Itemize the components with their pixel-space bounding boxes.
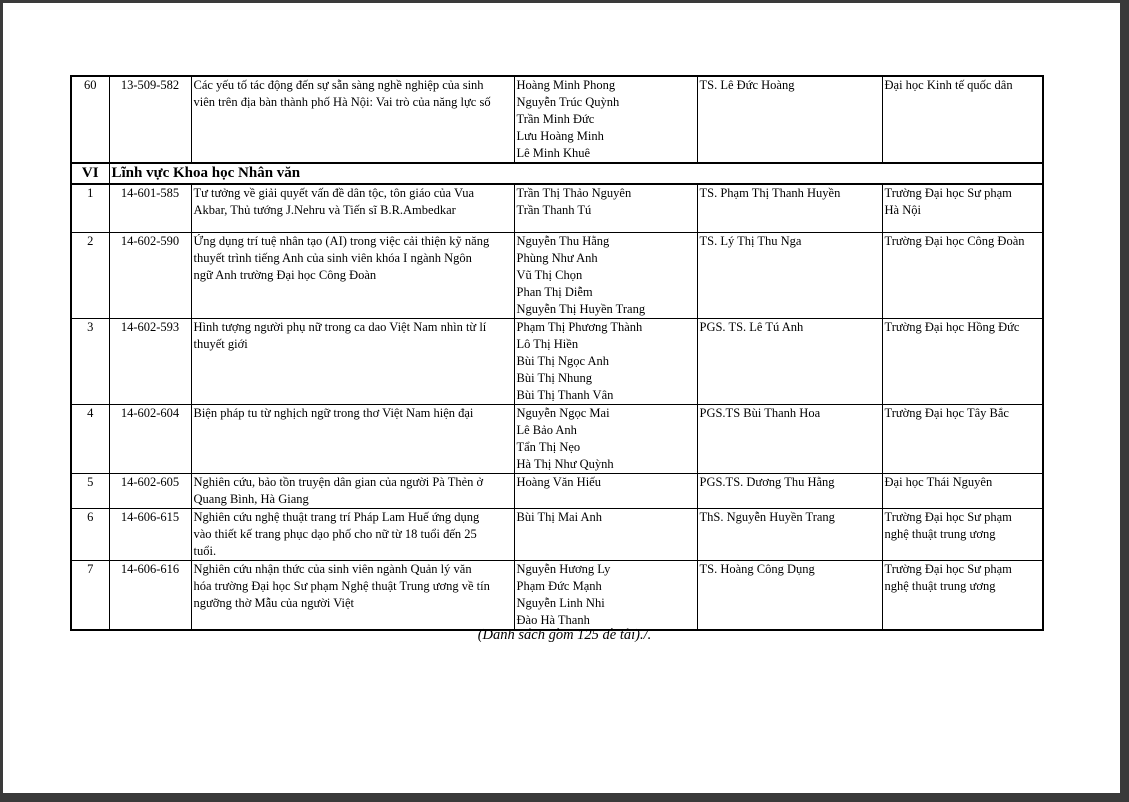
- member-list-line: Lưu Hoàng Minh: [516, 129, 604, 143]
- project-title-line: ngưỡng thờ Mẫu của người Việt: [193, 595, 355, 610]
- member-list-line: Lô Thị Hiền: [516, 336, 579, 351]
- advisor-name: ThS. Nguyễn Huyền Trang: [697, 508, 882, 560]
- project-title-line: Hình tượng người phụ nữ trong ca dao Việt Nam nhìn từ lí: [193, 319, 487, 334]
- school-name-line: Trường Đại học Hồng Đức: [884, 319, 1020, 334]
- footer-note: (Danh sách gồm 125 đề tài)./.: [477, 627, 652, 643]
- school-name-line: Trường Đại học Tây Bắc: [884, 405, 1009, 420]
- member-list-line: Đào Hà Thanh: [516, 612, 590, 627]
- advisor-name: TS. Hoàng Công Dụng: [697, 560, 882, 630]
- advisor-name: PGS.TS Bùi Thanh Hoa: [697, 404, 882, 473]
- project-title-line: ngữ Anh trường Đại học Công Đoàn: [193, 267, 377, 282]
- school-name: [882, 508, 1043, 560]
- section-header: [71, 163, 1043, 184]
- table-row: [71, 232, 1043, 318]
- school-name-line: nghệ thuật trung ương: [884, 578, 996, 593]
- project-title-line: Các yếu tố tác động đến sự sẵn sàng nghề nghiệp của sinh: [193, 78, 484, 92]
- school-name-line: Đại học Thái Nguyên: [884, 474, 993, 489]
- school-name: [882, 184, 1043, 232]
- school-name: [882, 232, 1043, 318]
- row-number: 6: [71, 508, 109, 560]
- member-list: [514, 318, 697, 404]
- member-list-line: Trần Minh Đức: [516, 112, 595, 126]
- project-title: [191, 318, 514, 404]
- school-name-line: Trường Đại học Sư phạm: [884, 509, 1012, 524]
- section-number: VI: [71, 163, 109, 184]
- project-title: [191, 560, 514, 630]
- member-list-line: Nguyễn Ngọc Mai: [516, 405, 610, 420]
- project-code: 13-509-582: [109, 76, 191, 163]
- project-title: [191, 232, 514, 318]
- member-list-line: Phạm Đức Mạnh: [516, 578, 602, 593]
- project-title: [191, 76, 514, 163]
- table-row: [71, 184, 1043, 232]
- project-title-line: Ứng dụng trí tuệ nhân tạo (AI) trong việc cải thiện kỹ năng: [193, 233, 490, 248]
- member-list-line: Vũ Thị Chọn: [516, 267, 583, 282]
- project-title-line: Nghiên cứu nhận thức của sinh viên ngành Quản lý văn: [193, 561, 472, 576]
- project-title-line: Nghiên cứu, bảo tồn truyện dân gian của người Pà Thẻn ở: [193, 474, 484, 489]
- member-list-line: Nguyễn Linh Nhi: [516, 595, 605, 610]
- member-list: [514, 232, 697, 318]
- advisor-name: TS. Lý Thị Thu Nga: [697, 232, 882, 318]
- row-number: 1: [71, 184, 109, 232]
- project-title: [191, 404, 514, 473]
- project-code: 14-602-593: [109, 318, 191, 404]
- member-list-line: Bùi Thị Thanh Vân: [516, 387, 614, 402]
- member-list-line: Lê Minh Khuê: [516, 146, 591, 160]
- school-name-line: Trường Đại học Công Đoàn: [884, 233, 1025, 248]
- member-list-line: Lê Bảo Anh: [516, 422, 577, 437]
- school-name-line: nghệ thuật trung ương: [884, 526, 996, 541]
- school-name: [882, 318, 1043, 404]
- member-list-line: Nguyễn Thị Huyền Trang: [516, 301, 646, 316]
- member-list: [514, 404, 697, 473]
- member-list: [514, 473, 697, 508]
- table-row: [71, 76, 1043, 163]
- project-title-line: Akbar, Thủ tướng J.Nehru và Tiến sĩ B.R.Ambedkar: [193, 203, 456, 217]
- member-list: [514, 508, 697, 560]
- project-code: 14-601-585: [109, 184, 191, 232]
- school-name-line: Trường Đại học Sư phạm: [884, 561, 1012, 576]
- project-title-line: Tư tưởng về giải quyết vấn đề dân tộc, tôn giáo của Vua: [193, 186, 475, 200]
- project-code: 14-606-615: [109, 508, 191, 560]
- project-title: [191, 473, 514, 508]
- school-name-line: Hà Nội: [884, 203, 921, 217]
- project-title-line: hóa trường Đại học Sư phạm Nghệ thuật Trung ương về tín: [193, 578, 490, 593]
- row-number: 3: [71, 318, 109, 404]
- member-list-line: Tẩn Thị Nẹo: [516, 439, 581, 454]
- project-code: 14-602-590: [109, 232, 191, 318]
- row-number: 5: [71, 473, 109, 508]
- table-row: [71, 404, 1043, 473]
- project-code: 14-602-605: [109, 473, 191, 508]
- advisor-name: PGS. TS. Lê Tú Anh: [697, 318, 882, 404]
- project-title-line: Quang Bình, Hà Giang: [193, 491, 309, 506]
- project-title-line: Nghiên cứu nghệ thuật trang trí Pháp Lam Huế ứng dụng: [193, 509, 480, 524]
- advisor-name: TS. Lê Đức Hoàng: [697, 76, 882, 163]
- project-title: [191, 508, 514, 560]
- row-number: 4: [71, 404, 109, 473]
- row-number: 7: [71, 560, 109, 630]
- project-title-line: viên trên địa bàn thành phố Hà Nội: Vai trò của năng lực số: [193, 95, 491, 109]
- member-list-line: Bùi Thị Nhung: [516, 370, 592, 385]
- member-list-line: Trần Thị Thảo Nguyên: [516, 186, 632, 200]
- table-row: [71, 508, 1043, 560]
- member-list-line: Phan Thị Diễm: [516, 284, 593, 299]
- row-number: 2: [71, 232, 109, 318]
- member-list-line: Nguyễn Trúc Quỳnh: [516, 95, 620, 109]
- school-name: [882, 473, 1043, 508]
- member-list-line: Hoàng Minh Phong: [516, 78, 616, 92]
- member-list: [514, 184, 697, 232]
- table-row: [71, 473, 1043, 508]
- school-name: [882, 76, 1043, 163]
- project-title-line: tuổi.: [193, 543, 217, 558]
- project-title-line: thuyết trình tiếng Anh của sinh viên khóa I ngành Ngôn: [193, 250, 472, 265]
- advisor-name: PGS.TS. Dương Thu Hằng: [697, 473, 882, 508]
- member-list-line: Bùi Thị Mai Anh: [516, 509, 603, 524]
- member-list: [514, 560, 697, 630]
- member-list-line: Hoàng Văn Hiếu: [516, 474, 601, 489]
- member-list-line: Nguyễn Hương Ly: [516, 561, 611, 576]
- table-row: [71, 318, 1043, 404]
- advisor-name: TS. Phạm Thị Thanh Huyền: [697, 184, 882, 232]
- member-list-line: Nguyễn Thu Hằng: [516, 233, 610, 248]
- project-code: 14-602-604: [109, 404, 191, 473]
- project-title-line: vào thiết kế trang phục dạo phố cho nữ từ 18 tuổi đến 25: [193, 526, 477, 541]
- school-name-line: Trường Đại học Sư phạm: [884, 186, 1012, 200]
- member-list-line: Trần Thanh Tú: [516, 203, 592, 217]
- project-title-line: thuyết giới: [193, 336, 248, 351]
- member-list-line: Hà Thị Như Quỳnh: [516, 456, 614, 471]
- project-code: 14-606-616: [109, 560, 191, 630]
- school-name-line: Đại học Kinh tế quốc dân: [884, 78, 1013, 92]
- project-table: [70, 75, 1044, 631]
- row-number: 60: [71, 76, 109, 163]
- table-row: [71, 560, 1043, 630]
- member-list-line: Phùng Như Anh: [516, 250, 598, 265]
- project-title-line: Biện pháp tu từ nghịch ngữ trong thơ Việt Nam hiện đại: [193, 405, 474, 420]
- member-list-line: Bùi Thị Ngọc Anh: [516, 353, 609, 368]
- member-list-line: Phạm Thị Phương Thành: [516, 319, 643, 334]
- project-title: [191, 184, 514, 232]
- school-name: [882, 560, 1043, 630]
- school-name: [882, 404, 1043, 473]
- member-list: [514, 76, 697, 163]
- section-label: Lĩnh vực Khoa học Nhân văn: [109, 163, 1043, 184]
